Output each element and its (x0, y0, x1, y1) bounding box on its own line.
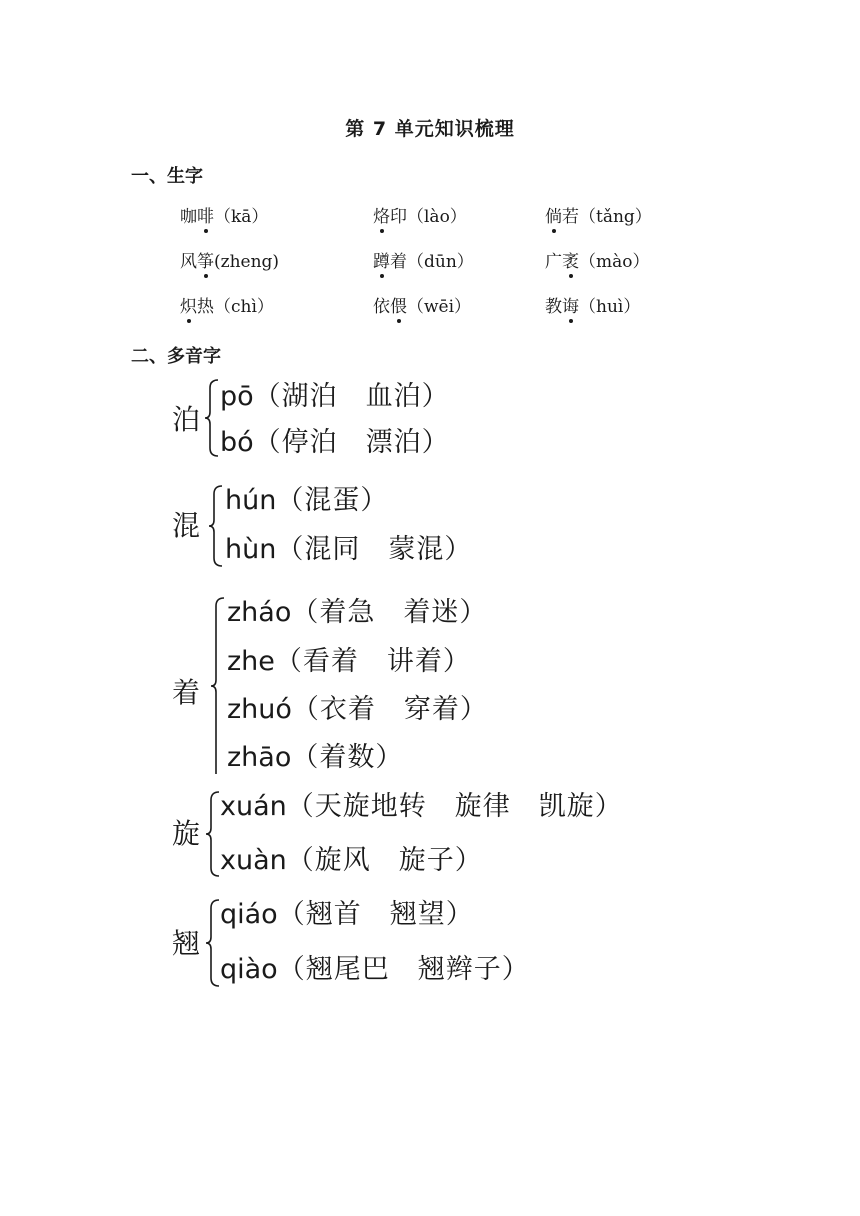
dotted-character: 袤 (562, 247, 579, 272)
reading-words: （翘首 翘望） (277, 899, 474, 930)
vocab-item: 依偎（wēi） (373, 292, 471, 317)
reading-words: （翘尾巴 翘辫子） (277, 954, 530, 985)
pinyin-annotation: （wēi） (407, 297, 472, 317)
reading-line (225, 484, 388, 518)
reading-words: （湖泊 血泊） (253, 381, 450, 412)
vocab-item: 炽热（chì） (180, 292, 274, 317)
reading-pinyin: zhe (227, 646, 275, 677)
reading-words: （天旋地转 旋律 凯旋） (286, 791, 623, 822)
polyphone-character: 着 (172, 676, 201, 709)
reading-pinyin: zhāo (227, 742, 292, 773)
vocab-item: 教诲（huì） (545, 292, 640, 317)
section-heading-new-characters: 一、生字 (131, 166, 203, 187)
pinyin-annotation: (zheng) (214, 252, 280, 272)
dotted-character: 蹲 (373, 247, 390, 272)
polyphone-character: 旋 (172, 817, 201, 850)
reading-line (227, 741, 403, 775)
reading-line (220, 790, 623, 824)
reading-line (220, 380, 450, 414)
pinyin-annotation: （huì） (579, 297, 641, 317)
pinyin-annotation: （chì） (214, 297, 274, 317)
reading-words: （着急 着迷） (291, 597, 488, 628)
left-brace (208, 484, 226, 568)
reading-words: （着数） (291, 742, 404, 773)
reading-line (227, 596, 487, 630)
reading-pinyin: pō (220, 381, 254, 412)
dotted-character: 筝 (197, 247, 214, 272)
reading-words: （衣着 穿着） (291, 694, 488, 725)
reading-pinyin: hùn (225, 534, 277, 565)
reading-pinyin: xuán (220, 791, 287, 822)
vocab-item: 烙印（lào） (373, 202, 467, 227)
reading-line (220, 953, 530, 987)
dotted-character: 啡 (197, 202, 214, 227)
dotted-character: 炽 (180, 292, 197, 317)
reading-line (227, 645, 471, 679)
pinyin-annotation: （lào） (407, 207, 467, 227)
reading-line (220, 898, 474, 932)
reading-line (225, 533, 472, 567)
reading-pinyin: xuàn (220, 845, 287, 876)
section-heading-polyphonic: 二、多音字 (131, 346, 221, 367)
dotted-character: 倘 (545, 202, 562, 227)
polyphone-character: 混 (172, 509, 201, 542)
reading-words: （混同 蒙混） (276, 534, 473, 565)
reading-pinyin: qiáo (220, 899, 278, 930)
reading-words: （混蛋） (276, 485, 389, 516)
reading-words: （旋风 旋子） (286, 845, 483, 876)
reading-pinyin: hún (225, 485, 277, 516)
vocab-item: 倘若（tǎng） (545, 202, 652, 227)
polyphone-character: 翘 (172, 927, 201, 960)
pinyin-annotation: （dūn） (407, 252, 474, 272)
vocab-item: 风筝(zheng) (180, 247, 279, 272)
vocab-item: 咖啡（kā） (180, 202, 268, 227)
reading-line (227, 693, 488, 727)
reading-pinyin: zhuó (227, 694, 292, 725)
pinyin-annotation: （kā） (214, 207, 269, 227)
polyphone-character: 泊 (172, 403, 201, 436)
reading-pinyin: qiào (220, 954, 278, 985)
pinyin-annotation: （mào） (579, 252, 650, 272)
reading-words: （看着 讲着） (274, 646, 471, 677)
vocab-item: 广袤（mào） (545, 247, 650, 272)
page-title: 第 7 单元知识梳理 (345, 118, 515, 140)
pinyin-annotation: （tǎng） (579, 207, 652, 227)
dotted-character: 烙 (373, 202, 390, 227)
reading-words: （停泊 漂泊） (253, 427, 450, 458)
dotted-character: 诲 (562, 292, 579, 317)
reading-line (220, 426, 450, 460)
left-brace (210, 596, 228, 776)
dotted-character: 偎 (390, 292, 407, 317)
reading-line (220, 844, 483, 878)
reading-pinyin: zháo (227, 597, 292, 628)
reading-pinyin: bó (220, 427, 254, 458)
vocab-item: 蹲着（dūn） (373, 247, 474, 272)
